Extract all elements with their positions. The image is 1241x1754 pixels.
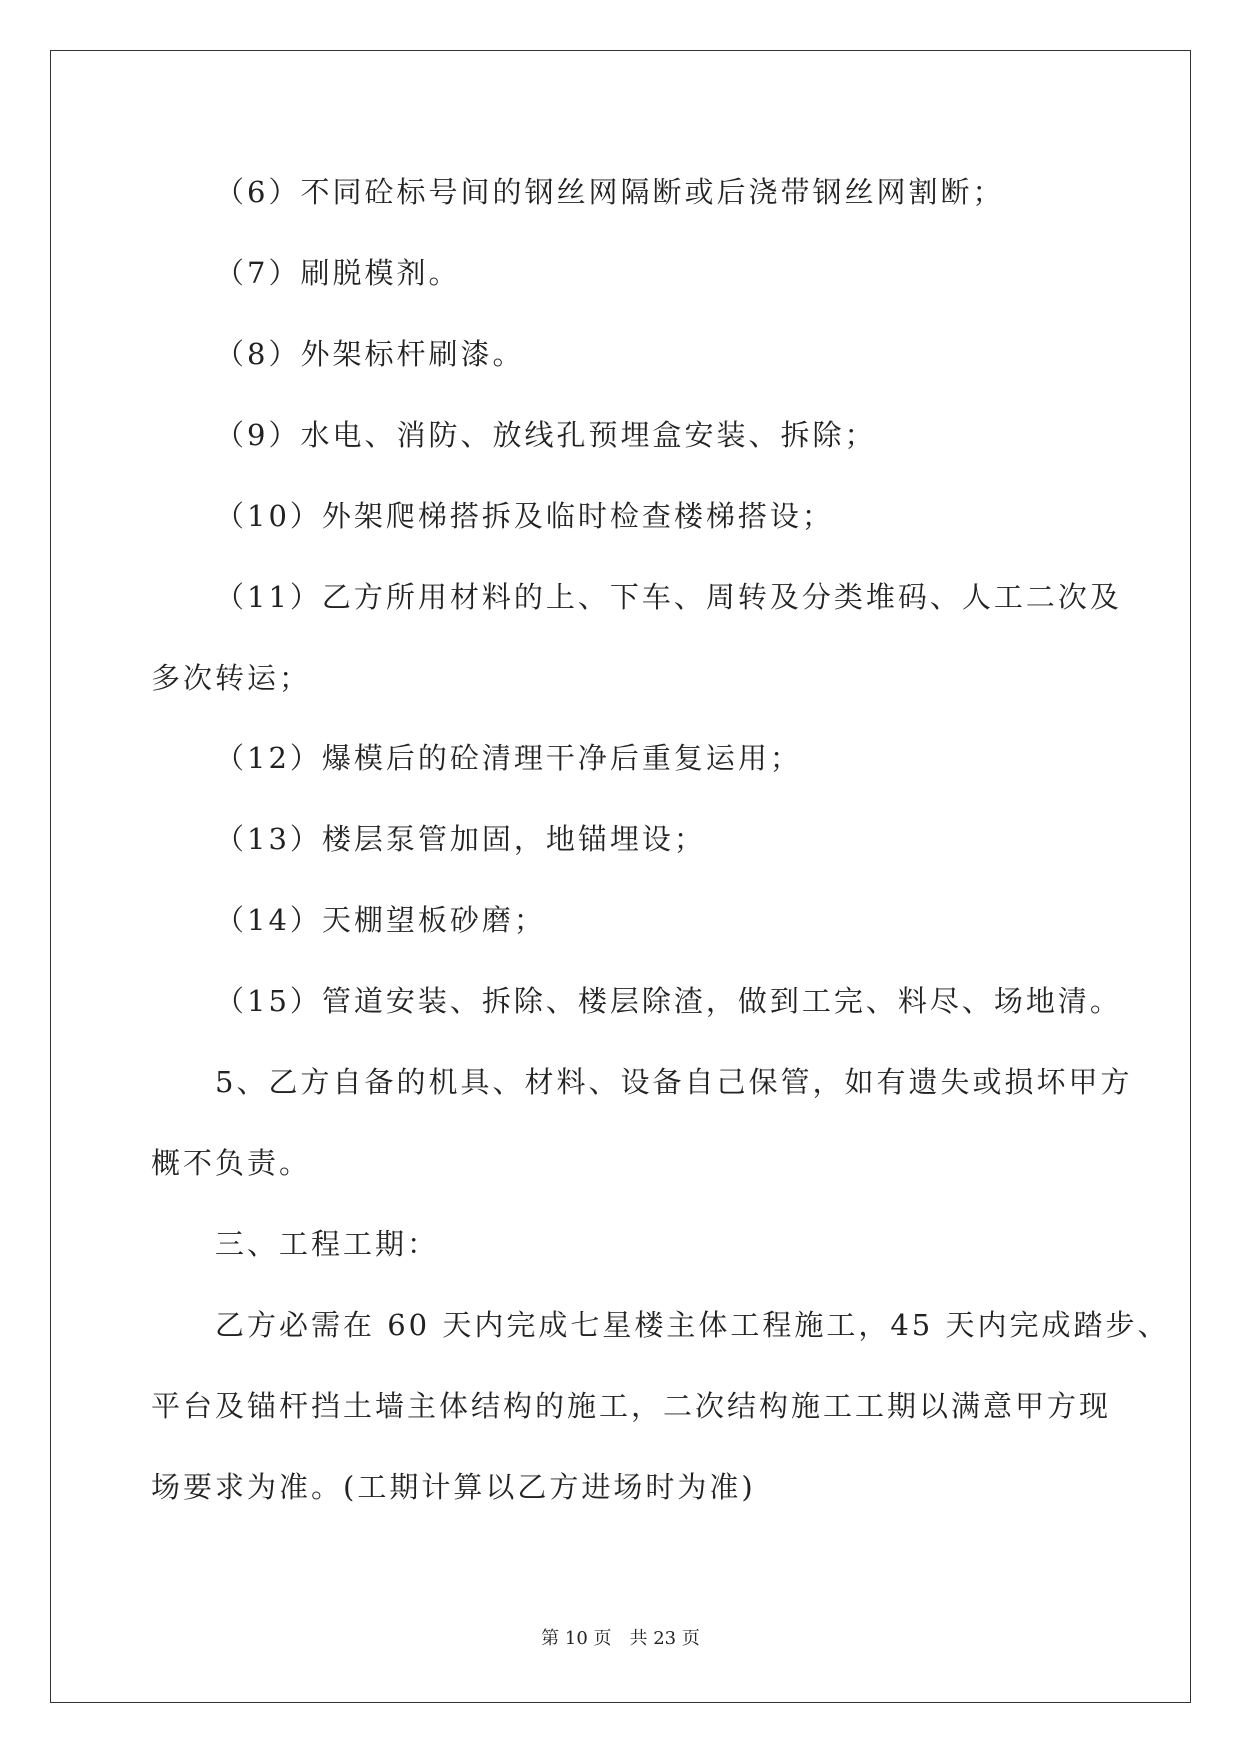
paragraph-line: 概不负责。 [151,1146,312,1180]
paragraph-line: （8）外架标杆刷漆。 [215,337,525,371]
paragraph-line: （11）乙方所用材料的上、下车、周转及分类堆码、人工二次及 [215,580,1122,614]
paragraph-line: （7）刷脱模剂。 [215,256,461,290]
paragraph-line: 平台及锚杆挡土墙主体结构的施工，二次结构施工工期以满意甲方现 [151,1389,1112,1423]
paragraph-line: （6）不同砼标号间的钢丝网隔断或后浇带钢丝网割断； [215,175,1005,209]
paragraph-line: （10）外架爬梯搭拆及临时检查楼梯搭设； [215,499,834,533]
paragraph-line: （13）楼层泵管加固，地锚埋设； [215,822,706,856]
paragraph-line: （9）水电、消防、放线孔预埋盒安装、拆除； [215,418,877,452]
paragraph-line: 场要求为准。(工期计算以乙方进场时为准) [151,1470,756,1504]
paragraph-line: （14）天棚望板砂磨； [215,903,546,937]
page-border [50,50,1191,1703]
paragraph-line: （12）爆模后的砼清理干净后重复运用； [215,741,802,775]
paragraph-line: （15）管道安装、拆除、楼层除渣，做到工完、料尽、场地清。 [215,984,1122,1018]
paragraph-line: 多次转运； [151,661,312,695]
section-heading: 三、工程工期： [215,1227,440,1261]
paragraph-line: 乙方必需在 60 天内完成七星楼主体工程施工，45 天内完成踏步、 [215,1308,1170,1342]
paragraph-line: 5、乙方自备的机具、材料、设备自己保管，如有遗失或损坏甲方 [215,1065,1133,1099]
page-number: 第 10 页 共 23 页 [541,1628,700,1649]
